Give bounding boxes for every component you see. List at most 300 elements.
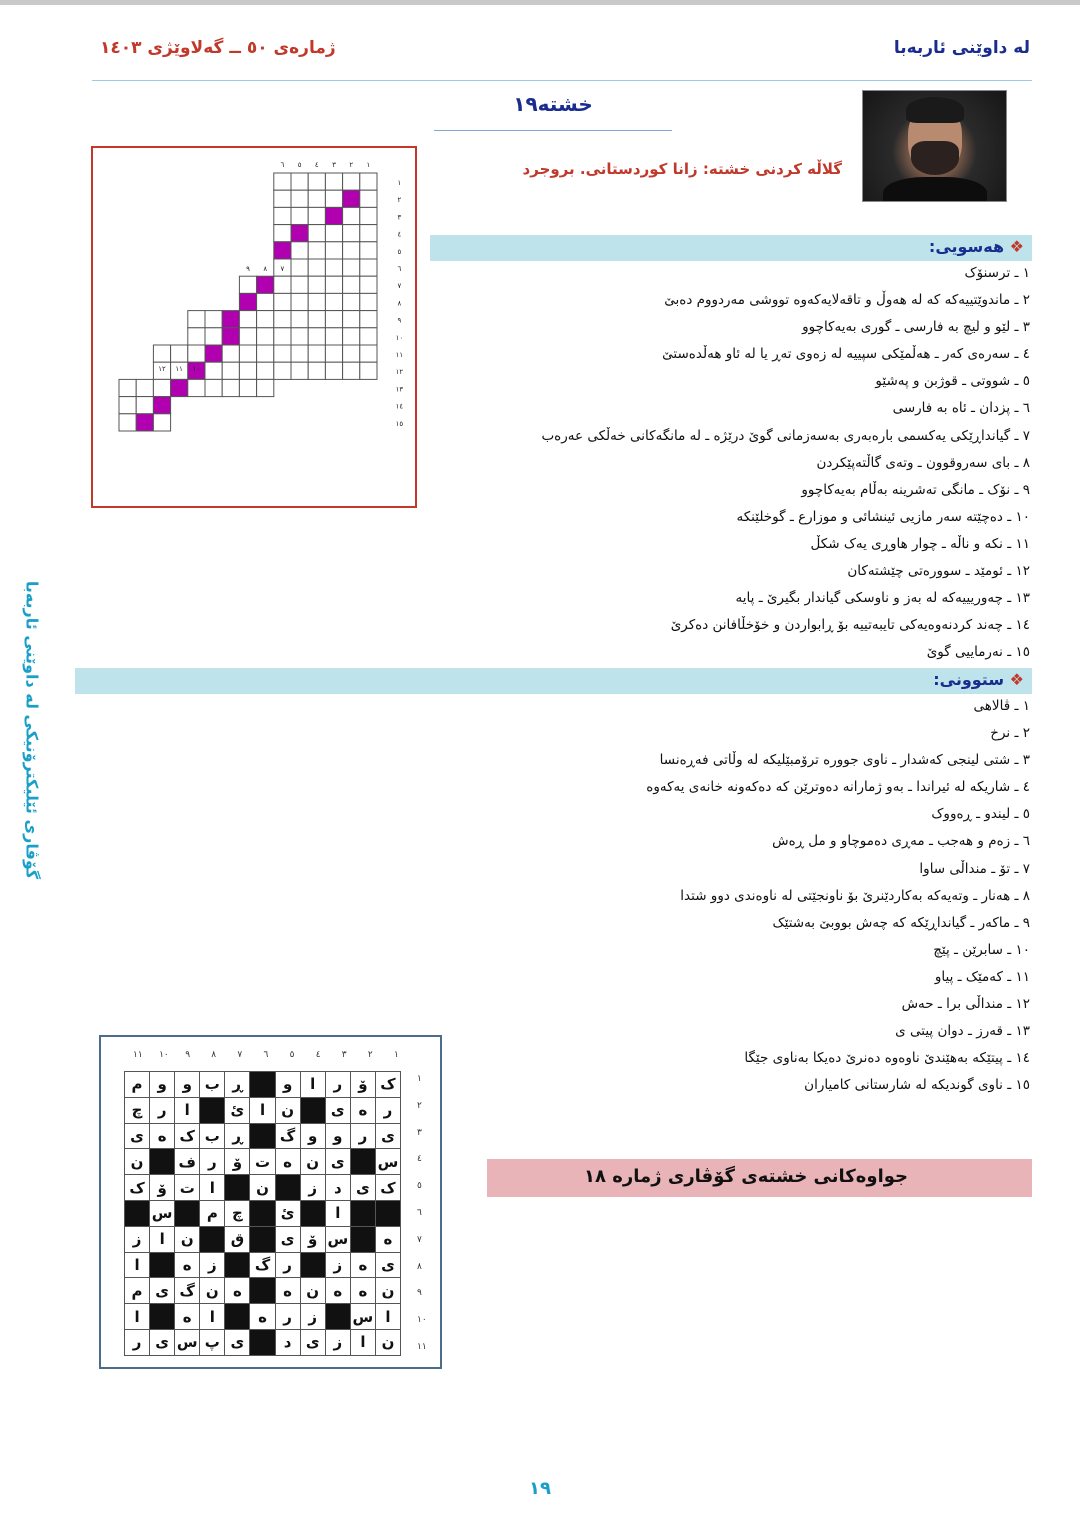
- answers-row: [125, 1175, 401, 1201]
- answers-row: [125, 1278, 401, 1304]
- puzzle-cell[interactable]: [360, 242, 377, 259]
- answers-cell: ه: [225, 1278, 250, 1304]
- down-clue: ٩ ـ ماکەر ـ گیانداڕێکە کە چەش بووبێ بەشتێک: [772, 914, 1030, 931]
- puzzle-cell[interactable]: [343, 276, 360, 293]
- puzzle-cell[interactable]: [188, 379, 205, 396]
- puzzle-cell[interactable]: [153, 345, 170, 362]
- answers-cell: ا: [175, 1097, 200, 1123]
- answers-cell: ر: [350, 1123, 375, 1149]
- puzzle-cell[interactable]: [205, 379, 222, 396]
- header-divider: [92, 80, 1032, 81]
- puzzle-cell[interactable]: [291, 362, 308, 379]
- answers-cell: ن: [125, 1149, 150, 1175]
- puzzle-row-number: ١٢: [395, 368, 404, 377]
- puzzle-row-number: ١٤: [395, 402, 404, 411]
- puzzle-cell[interactable]: [188, 345, 205, 362]
- puzzle-cell[interactable]: [360, 225, 377, 242]
- down-clue: ١٥ ـ ناوی گوندیکە لە شارستانی کامیاران: [804, 1077, 1030, 1094]
- puzzle-col-number: ٦: [280, 161, 285, 169]
- answers-cell: و: [325, 1123, 350, 1149]
- answers-cell: ه: [325, 1278, 350, 1304]
- title-underline: [434, 130, 672, 131]
- across-label: ❖ هەسویی:: [928, 237, 1024, 256]
- answers-block-cell: [200, 1226, 225, 1252]
- puzzle-cell[interactable]: [325, 362, 342, 379]
- page-title: خشته١٩: [513, 92, 593, 116]
- answers-cell: ن: [250, 1175, 275, 1201]
- answers-cell: ک: [375, 1175, 400, 1201]
- answers-cell: س: [375, 1149, 400, 1175]
- puzzle-cell[interactable]: [360, 173, 377, 190]
- answers-column-number: ١: [394, 1050, 399, 1060]
- puzzle-cell[interactable]: [239, 311, 256, 328]
- answers-cell: ۆ: [225, 1149, 250, 1175]
- answers-cell: ا: [350, 1329, 375, 1355]
- answers-title-bar: [487, 1159, 1032, 1197]
- puzzle-cell-highlight[interactable]: [222, 311, 239, 328]
- puzzle-cell[interactable]: [205, 362, 222, 379]
- puzzle-cell[interactable]: [343, 173, 360, 190]
- puzzle-cell[interactable]: [136, 397, 153, 414]
- puzzle-cell[interactable]: [308, 276, 325, 293]
- answers-row-number: ٨: [417, 1261, 422, 1272]
- answers-row-number: ١: [417, 1074, 422, 1084]
- answers-row: [125, 1329, 401, 1355]
- answers-cell: چ: [225, 1200, 250, 1226]
- down-clue: ٧ ـ تۆ ـ منداڵی ساوا: [919, 860, 1030, 877]
- answers-row-number: ٥: [417, 1181, 422, 1192]
- down-clue: ١٣ ـ قەرز ـ دوان پیتی ی: [895, 1023, 1030, 1040]
- answers-cell: ه: [350, 1278, 375, 1304]
- down-clue: ٢ ـ نرخ: [990, 725, 1030, 742]
- puzzle-cell[interactable]: [188, 311, 205, 328]
- answers-cell: و: [300, 1123, 325, 1149]
- puzzle-row-number: ٨: [397, 299, 402, 308]
- puzzle-cell[interactable]: [239, 379, 256, 396]
- puzzle-cell[interactable]: [274, 328, 291, 345]
- puzzle-cell[interactable]: [308, 345, 325, 362]
- puzzle-cell[interactable]: [153, 414, 170, 431]
- puzzle-cell[interactable]: [239, 362, 256, 379]
- answers-block-cell: [175, 1200, 200, 1226]
- puzzle-row-number: ٦: [397, 265, 402, 274]
- puzzle-col-number: ١٠: [192, 365, 201, 374]
- down-clues: [646, 693, 1030, 1099]
- answers-cell: م: [125, 1072, 150, 1098]
- answers-block-cell: [200, 1097, 225, 1123]
- puzzle-cell[interactable]: [308, 242, 325, 259]
- answers-cell: ۆ: [300, 1226, 325, 1252]
- answers-cell: ن: [300, 1149, 325, 1175]
- puzzle-cell[interactable]: [274, 173, 291, 190]
- answers-cell: چ: [125, 1097, 150, 1123]
- answers-block-cell: [250, 1278, 275, 1304]
- puzzle-cell[interactable]: [343, 328, 360, 345]
- puzzle-cell-highlight[interactable]: [274, 242, 291, 259]
- answers-block-cell: [150, 1304, 175, 1330]
- answers-cell: ی: [375, 1123, 400, 1149]
- answers-cell: گ: [275, 1123, 300, 1149]
- answers-cell: ی: [125, 1123, 150, 1149]
- puzzle-cell[interactable]: [308, 259, 325, 276]
- answers-cell: ا: [200, 1175, 225, 1201]
- puzzle-cell[interactable]: [136, 379, 153, 396]
- answers-column-number: ٦: [263, 1050, 269, 1060]
- puzzle-col-number: ١٢: [158, 365, 166, 374]
- photo-shirt: [883, 177, 987, 202]
- answers-column-number: ٢: [367, 1050, 373, 1060]
- answers-block-cell: [300, 1097, 325, 1123]
- answers-cell: ر: [375, 1097, 400, 1123]
- answers-cell: ۆ: [350, 1072, 375, 1098]
- puzzle-col-number: ٧: [280, 265, 285, 273]
- puzzle-row-number: ١٠: [395, 333, 404, 342]
- puzzle-cell-highlight[interactable]: [136, 414, 153, 431]
- answers-block-cell: [225, 1175, 250, 1201]
- puzzle-row-number: ٢: [397, 196, 402, 205]
- puzzle-cell[interactable]: [343, 225, 360, 242]
- puzzle-cell[interactable]: [274, 293, 291, 310]
- puzzle-cell[interactable]: [325, 259, 342, 276]
- answers-row: [125, 1304, 401, 1330]
- puzzle-row-number: ٥: [397, 247, 402, 256]
- puzzle-cell-highlight[interactable]: [171, 379, 188, 396]
- answers-cell: ب: [200, 1123, 225, 1149]
- puzzle-cell[interactable]: [239, 328, 256, 345]
- answers-cell: س: [150, 1200, 175, 1226]
- puzzle-cell-highlight[interactable]: [257, 276, 274, 293]
- answers-column-number: ٥: [289, 1050, 295, 1060]
- down-label: ❖ ستوونی:: [933, 670, 1024, 689]
- down-clue: ١٢ ـ منداڵی برا ـ حەش: [901, 996, 1030, 1013]
- answers-cell: ز: [300, 1175, 325, 1201]
- down-clue: ١ ـ ڤالاهی: [973, 698, 1030, 714]
- answers-cell: ا: [300, 1072, 325, 1098]
- puzzle-cell-highlight[interactable]: [325, 207, 342, 224]
- puzzle-cell[interactable]: [119, 379, 136, 396]
- puzzle-cell[interactable]: [343, 311, 360, 328]
- down-clue: ٨ ـ هەنار ـ وتەیەکە بەکاردێنرێ بۆ ناونجێتی لە ناوەندی دوو شتدا: [680, 887, 1030, 904]
- answers-row-number: ٧: [417, 1234, 422, 1245]
- puzzle-cell[interactable]: [274, 207, 291, 224]
- puzzle-cell-highlight[interactable]: [291, 225, 308, 242]
- across-clue: ٨ ـ بای سەروقوون ـ وتەی گاڵتەپێکردن: [816, 454, 1030, 471]
- puzzle-cell[interactable]: [257, 328, 274, 345]
- answers-cell: م: [125, 1278, 150, 1304]
- across-clue: ٦ ـ پزدان ـ ئاە بە فارسی: [892, 400, 1030, 417]
- across-clue: ١ ـ ترسنۆک: [964, 265, 1030, 281]
- puzzle-row-number: ١: [397, 179, 402, 188]
- answers-column-number: ٨: [211, 1050, 217, 1060]
- answers-cell: ز: [325, 1329, 350, 1355]
- answers-cell: ر: [125, 1329, 150, 1355]
- answers-grid: [124, 1071, 401, 1356]
- puzzle-cell[interactable]: [239, 345, 256, 362]
- side-magazine-text: گۆڤاری ئێلیکترۆنیکی له داوێنی ئاربەبا: [22, 580, 42, 880]
- answers-cell: ر: [275, 1252, 300, 1278]
- answers-cell: ز: [125, 1226, 150, 1252]
- puzzle-col-number: ١١: [175, 365, 183, 374]
- star-icon: ❖: [1004, 237, 1024, 256]
- answers-cell: ه: [175, 1304, 200, 1330]
- down-clue: ٦ ـ زەم و هەجب ـ مەڕی دەموچاو و مل ڕەش: [772, 833, 1030, 850]
- puzzle-cell-highlight[interactable]: [343, 190, 360, 207]
- puzzle-cell[interactable]: [360, 311, 377, 328]
- answers-block-cell: [350, 1226, 375, 1252]
- puzzle-row-number: ٤: [397, 230, 402, 239]
- answers-block-cell: [150, 1252, 175, 1278]
- puzzle-cell[interactable]: [308, 311, 325, 328]
- puzzle-cell[interactable]: [119, 397, 136, 414]
- puzzle-cell[interactable]: [222, 345, 239, 362]
- answers-block-cell: [325, 1304, 350, 1330]
- puzzle-cell[interactable]: [205, 328, 222, 345]
- puzzle-col-number: ٢: [349, 161, 354, 169]
- answers-cell: ز: [200, 1252, 225, 1278]
- magazine-title: له داوێنی ئاربەبا: [893, 38, 1030, 58]
- puzzle-cell[interactable]: [291, 207, 308, 224]
- across-section-bar: [430, 235, 1032, 261]
- puzzle-cell[interactable]: [308, 173, 325, 190]
- puzzle-cell[interactable]: [274, 362, 291, 379]
- puzzle-cell[interactable]: [222, 379, 239, 396]
- puzzle-cell[interactable]: [325, 190, 342, 207]
- puzzle-cell[interactable]: [360, 259, 377, 276]
- puzzle-cell[interactable]: [257, 293, 274, 310]
- puzzle-cell[interactable]: [308, 207, 325, 224]
- answers-block-cell: [225, 1304, 250, 1330]
- across-clue: ١٥ ـ نەرماییی گوێ: [926, 644, 1030, 661]
- puzzle-cell-highlight[interactable]: [153, 397, 170, 414]
- answers-row: [125, 1226, 401, 1252]
- answers-cell: ی: [300, 1329, 325, 1355]
- puzzle-cell[interactable]: [343, 293, 360, 310]
- answers-block-cell: [225, 1252, 250, 1278]
- across-clue: ٩ ـ نۆک ـ مانگی تەشرینە بەڵام بەیەکاچوو: [801, 481, 1030, 498]
- puzzle-col-number: ٣: [332, 161, 336, 169]
- puzzle-cell[interactable]: [308, 225, 325, 242]
- across-clue: ١١ ـ نکە و ناڵە ـ چوار هاوڕی یەک شکڵ: [810, 535, 1030, 552]
- answers-cell: ک: [125, 1175, 150, 1201]
- answers-cell: ا: [125, 1252, 150, 1278]
- answers-cell: د: [325, 1175, 350, 1201]
- answers-row-number: ٩: [417, 1288, 422, 1299]
- answers-cell: د: [275, 1329, 300, 1355]
- answers-cell: ن: [175, 1226, 200, 1252]
- puzzle-cell[interactable]: [325, 173, 342, 190]
- answers-cell: ا: [150, 1226, 175, 1252]
- puzzle-cell[interactable]: [308, 328, 325, 345]
- puzzle-cell[interactable]: [171, 345, 188, 362]
- puzzle-row-number: ١٥: [395, 419, 404, 428]
- answers-cell: ڕ: [225, 1072, 250, 1098]
- answers-cell: و: [150, 1072, 175, 1098]
- puzzle-cell[interactable]: [291, 328, 308, 345]
- answers-column-number: ١٠: [159, 1050, 169, 1060]
- across-clue: ١٣ ـ چەوریییەکە لە بەز و ناوسکی گیاندار بگیرێ ـ پایە: [735, 590, 1030, 607]
- puzzle-cell[interactable]: [257, 311, 274, 328]
- answers-cell: ن: [375, 1278, 400, 1304]
- photo-beard: [911, 141, 959, 175]
- puzzle-cell[interactable]: [360, 207, 377, 224]
- puzzle-cell-highlight[interactable]: [239, 293, 256, 310]
- puzzle-cell[interactable]: [119, 414, 136, 431]
- answers-cell: ڕ: [225, 1123, 250, 1149]
- answers-block-cell: [150, 1149, 175, 1175]
- answers-cell: ۆ: [150, 1175, 175, 1201]
- answers-cell: ن: [300, 1278, 325, 1304]
- answers-cell: ن: [200, 1278, 225, 1304]
- puzzle-col-number: ٥: [297, 161, 302, 169]
- answers-cell: ه: [375, 1226, 400, 1252]
- answers-cell: ی: [350, 1175, 375, 1201]
- puzzle-cell[interactable]: [325, 276, 342, 293]
- answers-row-number: ١١: [417, 1342, 427, 1352]
- answers-cell: گ: [250, 1252, 275, 1278]
- down-clue: ٣ ـ شتی لینجی کەشدار ـ ناوی جووره ترۆمبێلیکە لە وڵاتی فەڕەنسا: [659, 752, 1030, 769]
- puzzle-cell[interactable]: [291, 293, 308, 310]
- puzzle-cell[interactable]: [360, 328, 377, 345]
- down-clue: ١٤ ـ پیتێکە بەهێندێ ناوەوە دەنرێ دەیکا بەناوی جێگا: [744, 1050, 1030, 1067]
- answers-cell: ه: [250, 1304, 275, 1330]
- puzzle-cell[interactable]: [274, 345, 291, 362]
- puzzle-cell[interactable]: [188, 328, 205, 345]
- puzzle-cell[interactable]: [291, 173, 308, 190]
- puzzle-cell[interactable]: [205, 311, 222, 328]
- answers-cell: ا: [375, 1304, 400, 1330]
- answers-cell: ه: [350, 1252, 375, 1278]
- puzzle-cell[interactable]: [360, 276, 377, 293]
- puzzle-col-number: ٤: [314, 161, 319, 169]
- across-clue: ١٠ ـ دەچێتە سەر مازیی ئینشائی و موزارع ـ گوخلێنکە: [736, 508, 1030, 525]
- answers-block-cell: [300, 1252, 325, 1278]
- puzzle-cell[interactable]: [325, 225, 342, 242]
- puzzle-col-number: ٨: [263, 265, 268, 273]
- across-clue: ٣ ـ لێو و لیچ بە فارسی ـ گوری بەیەکاچوو: [802, 319, 1030, 336]
- puzzle-frame: [91, 146, 417, 508]
- puzzle-cell-highlight[interactable]: [222, 328, 239, 345]
- puzzle-cell[interactable]: [257, 379, 274, 396]
- puzzle-cell[interactable]: [291, 190, 308, 207]
- answers-cell: م: [200, 1200, 225, 1226]
- answers-cell: ز: [325, 1252, 350, 1278]
- answers-row: [125, 1149, 401, 1175]
- puzzle-cell[interactable]: [325, 311, 342, 328]
- puzzle-col-number: ١: [366, 161, 371, 169]
- puzzle-cell[interactable]: [222, 362, 239, 379]
- puzzle-cell[interactable]: [308, 362, 325, 379]
- puzzle-cell[interactable]: [291, 345, 308, 362]
- answers-cell: ت: [250, 1149, 275, 1175]
- issue-label: ژمارەی ٥٠ ــ گەلاوێژی ١٤٠٣: [100, 38, 336, 58]
- puzzle-cell[interactable]: [343, 345, 360, 362]
- answers-cell: ک: [375, 1072, 400, 1098]
- puzzle-cell[interactable]: [274, 276, 291, 293]
- answers-row-number: ٢: [417, 1100, 422, 1111]
- puzzle-cell[interactable]: [343, 242, 360, 259]
- puzzle-row-number: ١٣: [395, 385, 404, 394]
- top-rule: [0, 0, 1080, 5]
- puzzle-cell-highlight[interactable]: [205, 345, 222, 362]
- puzzle-cell[interactable]: [343, 207, 360, 224]
- puzzle-cell[interactable]: [291, 276, 308, 293]
- down-clue: ١٠ ـ سابرێن ـ پێچ: [933, 941, 1030, 958]
- across-clues: [541, 260, 1030, 666]
- answers-column-number: ٧: [237, 1050, 243, 1060]
- answers-block-cell: [250, 1226, 275, 1252]
- answers-cell: ی: [375, 1252, 400, 1278]
- answers-row: [125, 1200, 401, 1226]
- photo-hair: [906, 97, 964, 123]
- answers-cell: ق: [225, 1226, 250, 1252]
- puzzle-cell[interactable]: [325, 293, 342, 310]
- puzzle-cell[interactable]: [360, 293, 377, 310]
- puzzle-cell[interactable]: [291, 242, 308, 259]
- answers-block-cell: [375, 1200, 400, 1226]
- puzzle-row-number: ١١: [395, 351, 404, 360]
- puzzle-cell[interactable]: [343, 259, 360, 276]
- puzzle-cell[interactable]: [360, 362, 377, 379]
- puzzle-cell[interactable]: [360, 190, 377, 207]
- puzzle-cell[interactable]: [257, 362, 274, 379]
- puzzle-cell[interactable]: [291, 311, 308, 328]
- answers-cell: ی: [325, 1097, 350, 1123]
- answers-cell: ز: [300, 1304, 325, 1330]
- down-clue: ٤ ـ شاریکە لە ئیراندا ـ بەو ژمارانە دەوترێن کە دەکەونە خانەی یەکەوە: [646, 779, 1030, 796]
- answers-cell: ک: [175, 1123, 200, 1149]
- puzzle-cell[interactable]: [153, 379, 170, 396]
- answers-cell: ر: [200, 1149, 225, 1175]
- answers-block-cell: [300, 1200, 325, 1226]
- answers-row-number: ٤: [417, 1154, 422, 1165]
- answers-cell: ر: [275, 1304, 300, 1330]
- answers-cell: ه: [275, 1278, 300, 1304]
- answers-cell: ف: [175, 1149, 200, 1175]
- across-clue: ٤ ـ سەرەی کەر ـ هەڵمێکی سپییە لە زەوی تەڕ یا لە ئاو هەڵدەستێ: [662, 346, 1030, 363]
- answers-block-cell: [250, 1329, 275, 1355]
- puzzle-cell[interactable]: [274, 311, 291, 328]
- puzzle-cell[interactable]: [308, 293, 325, 310]
- puzzle-col-number: ٩: [246, 265, 250, 273]
- answers-cell: س: [325, 1226, 350, 1252]
- author-photo: [862, 90, 1007, 202]
- answers-row: [125, 1097, 401, 1123]
- answers-cell: ی: [275, 1226, 300, 1252]
- puzzle-cell[interactable]: [274, 190, 291, 207]
- puzzle-cell[interactable]: [291, 259, 308, 276]
- puzzle-cell[interactable]: [308, 190, 325, 207]
- puzzle-cell[interactable]: [325, 328, 342, 345]
- puzzle-cell[interactable]: [325, 345, 342, 362]
- puzzle-cell[interactable]: [343, 362, 360, 379]
- star-icon: ❖: [1004, 670, 1024, 689]
- answers-cell: ی: [225, 1329, 250, 1355]
- puzzle-cell[interactable]: [325, 242, 342, 259]
- answers-cell: ی: [325, 1149, 350, 1175]
- answers-cell: ا: [200, 1304, 225, 1330]
- answers-cell: ب: [200, 1072, 225, 1098]
- puzzle-cell[interactable]: [257, 345, 274, 362]
- down-section-bar: [75, 668, 1032, 694]
- answers-column-number: ٣: [341, 1050, 347, 1060]
- puzzle-cell[interactable]: [274, 225, 291, 242]
- answers-cell: ا: [250, 1097, 275, 1123]
- answers-cell: ه: [175, 1252, 200, 1278]
- answers-cell: و: [175, 1072, 200, 1098]
- puzzle-row-number: ٧: [397, 282, 402, 291]
- puzzle-cell[interactable]: [239, 276, 256, 293]
- puzzle-cell[interactable]: [360, 345, 377, 362]
